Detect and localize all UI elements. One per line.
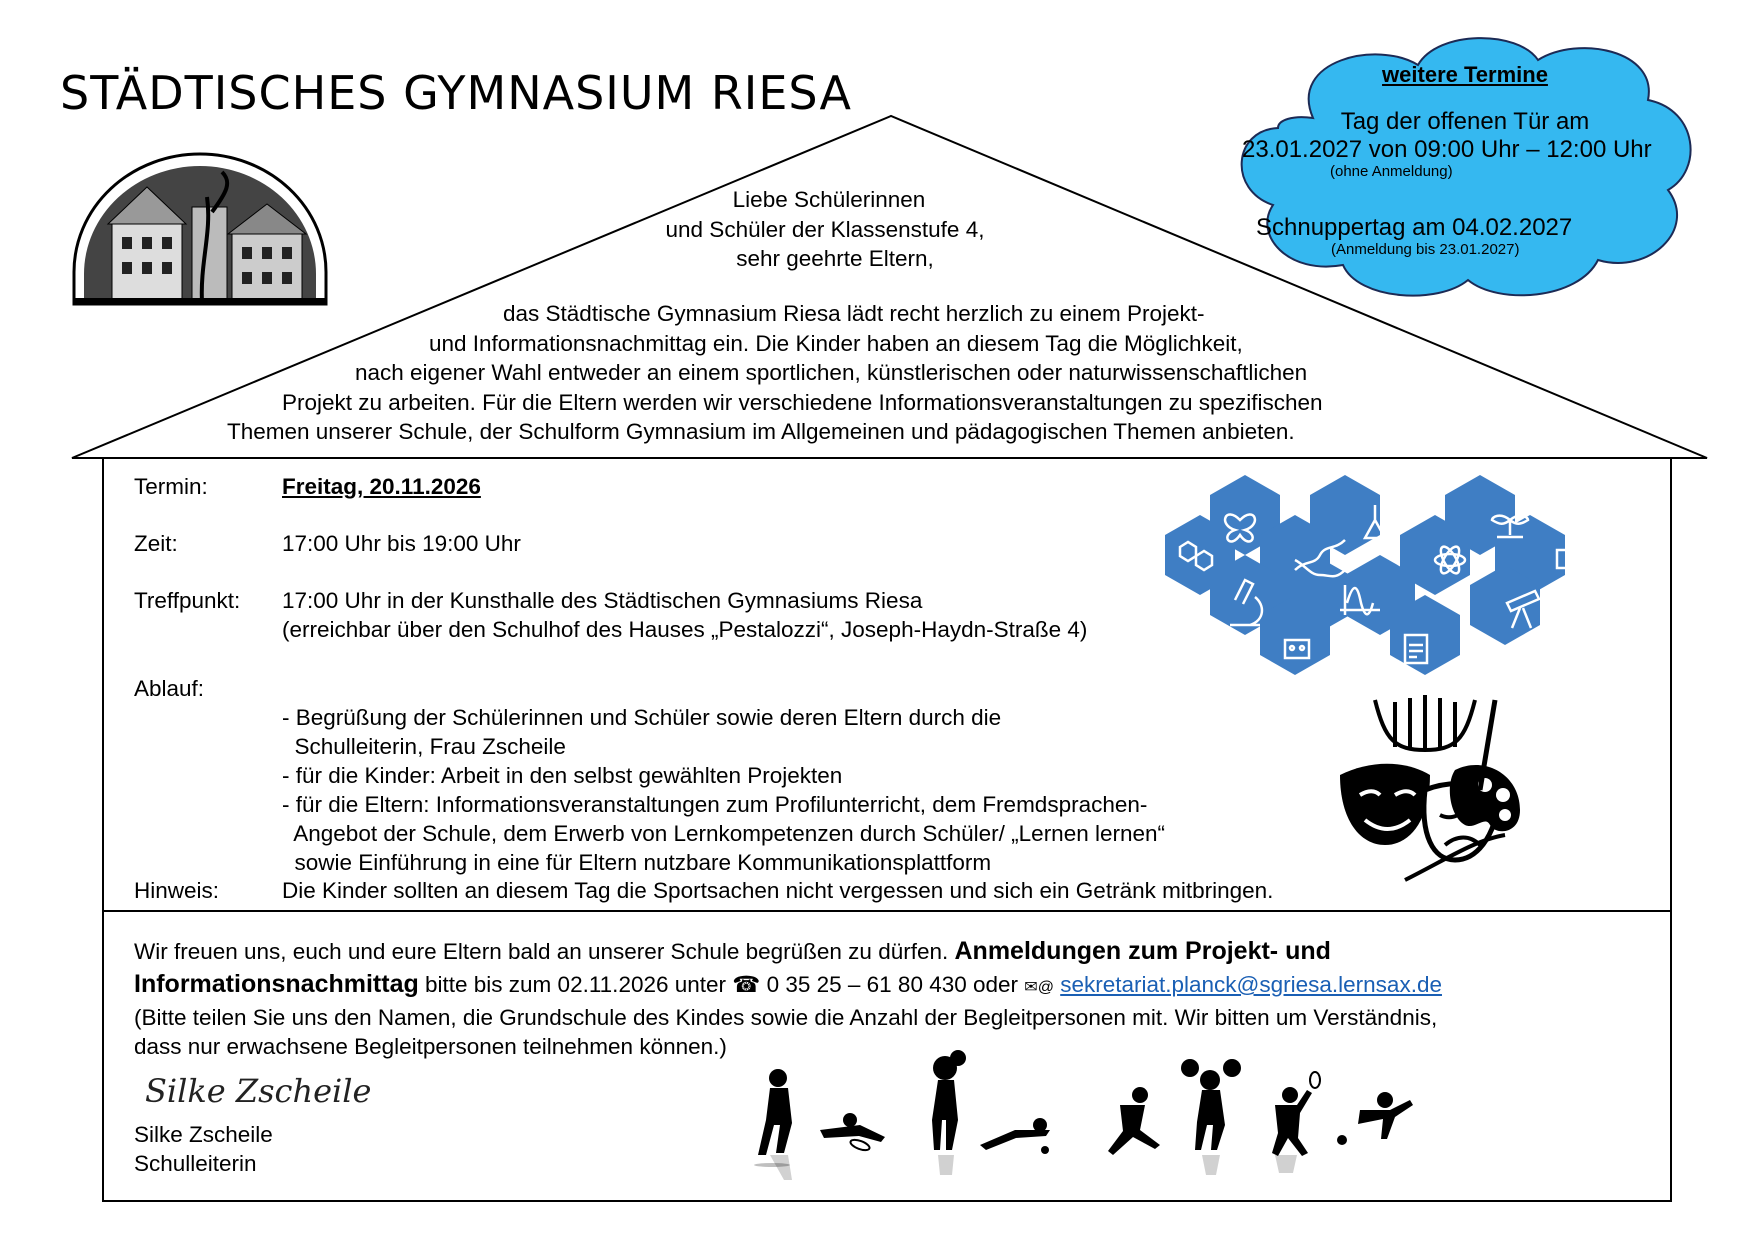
intro-line: Themen unserer Schule, der Schulform Gymnasium im Allgemeinen und pädagogischen Themen anbieten. <box>227 419 1295 444</box>
intro-line: Projekt zu arbeiten. Für die Eltern werden wir verschiedene Informationsveranstaltungen zu spezifischen <box>282 389 1323 415</box>
phone-number: 0 35 25 – 61 80 430 oder <box>760 972 1025 997</box>
cloud-line: Tag der offenen Tür am <box>1340 108 1590 135</box>
signer-name: Silke Zscheile <box>134 1122 273 1147</box>
email-icon: ✉@ <box>1024 979 1054 996</box>
treffpunkt-value: (erreichbar über den Schulhof des Hauses „Pestalozzi“, Joseph-Haydn-Straße 4) <box>282 617 1088 642</box>
signer-role: Schulleiterin <box>134 1151 257 1176</box>
zeit-value: 17:00 Uhr bis 19:00 Uhr <box>282 531 521 556</box>
cloud-heading: weitere Termine <box>1382 62 1548 87</box>
termin-value: Freitag, 20.11.2026 <box>282 474 481 499</box>
greeting-line: sehr geehrte Eltern, <box>736 246 934 271</box>
ablauf-item: Angebot der Schule, dem Erwerb von Lernkompetenzen durch Schüler/ „Lernen lernen“ <box>282 821 1166 846</box>
intro-line: das Städtische Gymnasium Riesa lädt recht herzlich zu einem Projekt- <box>503 301 1205 326</box>
cloud-note: (ohne Anmeldung) <box>1330 163 1453 180</box>
ablauf-item: Schulleiterin, Frau Zscheile <box>282 734 566 759</box>
ablauf-item: sowie Einführung in eine für Eltern nutzbare Kommunikationsplattform <box>282 850 992 875</box>
sports-silhouettes-icon <box>740 1050 1440 1180</box>
greeting-line: Liebe Schülerinnen <box>732 187 926 212</box>
cloud-line: Schnuppertag am 04.02.2027 <box>1256 214 1573 241</box>
footer-note: (Bitte teilen Sie uns den Namen, die Grundschule des Kindes sowie die Anzahl der Begleitpersonen mit. Wir bitten um Verständnis, <box>134 1005 1438 1030</box>
footer-deadline: bitte bis zum 02.11.2026 unter <box>418 972 733 997</box>
cloud-note: (Anmeldung bis 23.01.2027) <box>1331 241 1520 258</box>
ablauf-list <box>282 674 1165 906</box>
signature: Silke Zscheile <box>145 1072 372 1110</box>
ablauf-item: - für die Kinder: Arbeit in den selbst gewählten Projekten <box>282 763 843 788</box>
science-hexagons-icon <box>1135 475 1625 685</box>
zeit-label: Zeit: <box>134 531 178 556</box>
school-title: STÄDTISCHES GYMNASIUM RIESA <box>60 66 852 120</box>
ablauf-item: - Begrüßung der Schülerinnen und Schüler sowie deren Eltern durch die <box>282 705 1002 730</box>
greeting-line: und Schüler der Klassenstufe 4, <box>665 216 985 242</box>
footer-bold: Anmeldungen zum Projekt- und <box>954 937 1331 965</box>
intro-line: und Informationsnachmittag ein. Die Kinder haben an diesem Tag die Möglichkeit, <box>429 330 1243 356</box>
hinweis-value: Die Kinder sollten an diesem Tag die Sportsachen nicht vergessen und sich ein Getränk mitbringen. <box>282 878 1274 903</box>
treffpunkt-value: 17:00 Uhr in der Kunsthalle des Städtischen Gymnasiums Riesa <box>282 588 923 613</box>
treffpunkt-label: Treffpunkt: <box>134 588 241 613</box>
school-logo-icon <box>72 152 328 307</box>
phone-icon: ☎ <box>732 972 761 997</box>
hinweis-label: Hinweis: <box>134 878 220 903</box>
arts-masks-icon <box>1335 690 1525 890</box>
footer-note: dass nur erwachsene Begleitpersonen teilnehmen können.) <box>134 1034 727 1059</box>
email-link[interactable]: sekretariat.planck@sgriesa.lernsax.de <box>1060 972 1442 997</box>
ablauf-item: - für die Eltern: Informationsveranstaltungen zum Profilunterricht, dem Fremdsprachen- <box>282 792 1148 817</box>
ablauf-label: Ablauf: <box>134 676 205 701</box>
cloud-line: 23.01.2027 von 09:00 Uhr – 12:00 Uhr <box>1242 136 1652 163</box>
intro-line: nach eigener Wahl entweder an einem sportlichen, künstlerischen oder naturwissenschaftlichen <box>355 360 1308 385</box>
footer-text <box>134 935 1654 1004</box>
footer-bold: Informationsnachmittag <box>134 970 419 998</box>
footer-intro: Wir freuen uns, euch und eure Eltern bald an unserer Schule begrüßen zu dürfen. <box>134 939 955 964</box>
termin-label: Termin: <box>134 474 208 499</box>
